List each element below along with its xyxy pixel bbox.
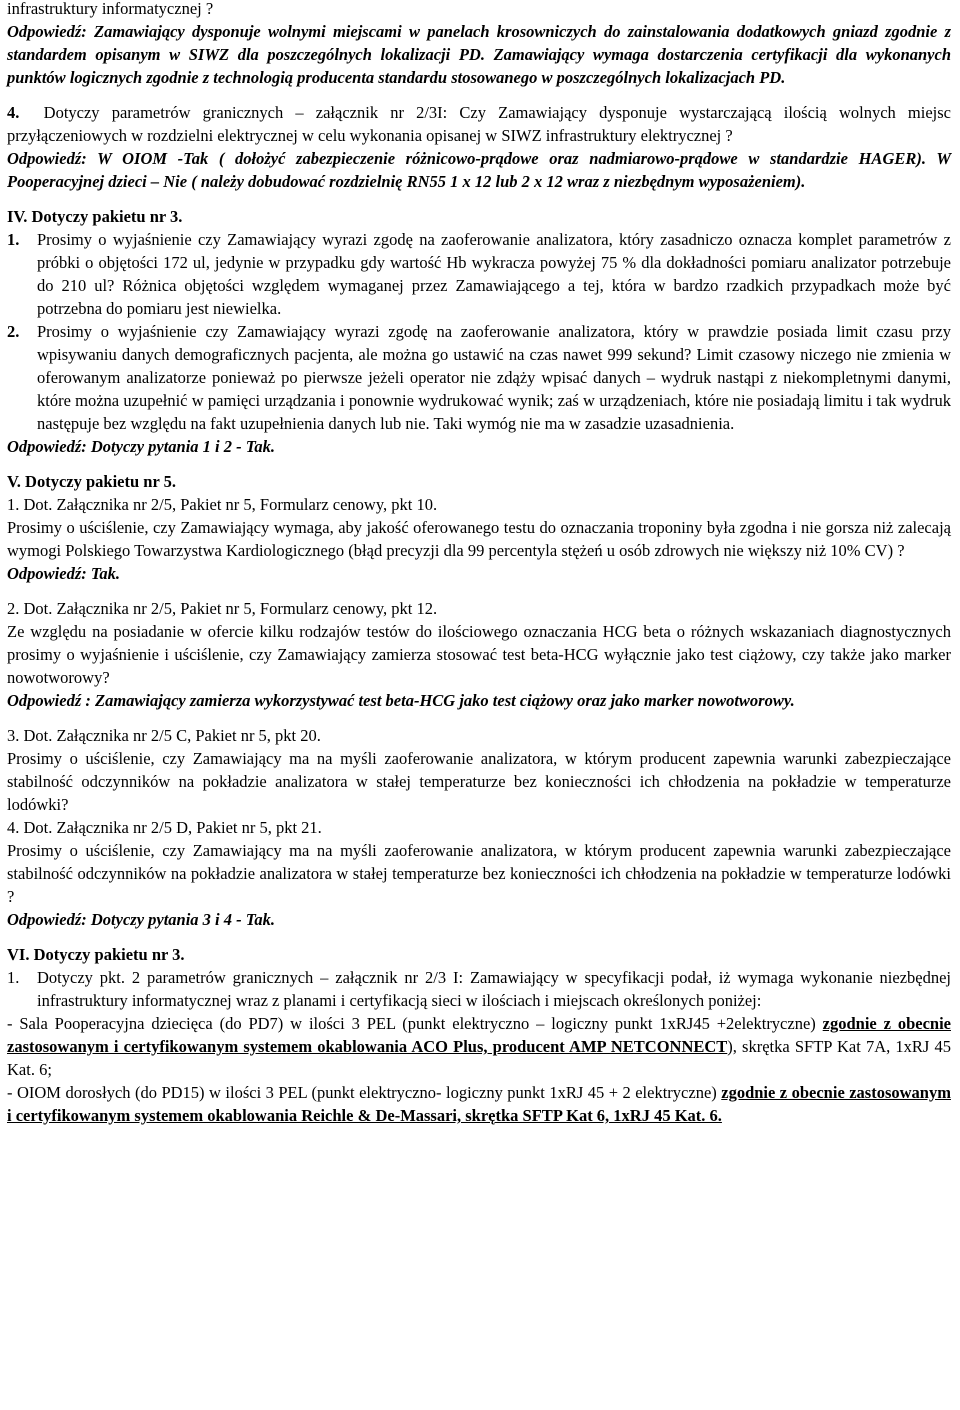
- underlined-text: zgodnie z obecnie zastosowanym i certyfikowanym systemem okablowania ACO Plus, producent AMP NETCONNECT: [7, 1014, 951, 1056]
- list-item: [7, 320, 951, 435]
- question-number: 4.: [7, 103, 20, 122]
- bullet-tail: ), skrętka SFTP Kat 7A, 1xRJ 45 Kat. 6;: [7, 1037, 951, 1079]
- question-heading: 4. Dot. Załącznika nr 2/5 D, Pakiet nr 5, pkt 21.: [7, 818, 322, 837]
- question-text: Dotyczy pkt. 2 parametrów granicznych – załącznik nr 2/3 I: Zamawiający w specyfikacji podał, iż wymaga wykonanie niezbędnej infrastruktury informatycznej wraz z planami i certyfikacją sieci w ilościach i miejscach określonych poniżej:: [37, 968, 951, 1010]
- bullet-item: [7, 1012, 951, 1081]
- section-heading: V. Dotyczy pakietu nr 5.: [7, 472, 176, 491]
- question-heading: 1. Dot. Załącznika nr 2/5, Pakiet nr 5, Formularz cenowy, pkt 10.: [7, 495, 438, 514]
- answer-paragraph: Odpowiedź: Dotyczy pytania 3 i 4 - Tak.: [7, 910, 275, 929]
- question-number: 1.: [7, 968, 20, 987]
- answer-paragraph: Odpowiedź : Zamawiający zamierza wykorzystywać test beta-HCG jako test ciążowy oraz jako marker nowotworowy.: [7, 691, 795, 710]
- question-text: Prosimy o uściślenie, czy Zamawiający ma na myśli zaoferowanie analizatora, w którym producent zapewnia warunki zabezpieczające stabilność odczynników na pokładzie analizatora w stałej temperaturze bez konieczności ich chłodzenia na pokładzie w temperaturze lodówki ?: [7, 841, 951, 906]
- question-heading: 2. Dot. Załącznika nr 2/5, Pakiet nr 5, Formularz cenowy, pkt 12.: [7, 599, 438, 618]
- question-number: 1.: [7, 230, 20, 249]
- question-4: [7, 101, 951, 147]
- question-text: Dotyczy parametrów granicznych – załącznik nr 2/3I: Czy Zamawiający dysponuje wystarczającą ilością wolnych miejsc przyłączeniowych w rozdzielni elektrycznej w celu wykonania opisanej w SIWZ infrastruktury elektrycznej ?: [7, 103, 951, 145]
- answer-paragraph: Odpowiedź: W OIOM -Tak ( dołożyć zabezpieczenie różnicowo-prądowe oraz nadmiarowo-prądowe w standardzie HAGER). W Pooperacyjnej dzieci – Nie ( należy dobudować rozdzielnię RN55 1 x 12 lub 2 x 12 wraz z niezbędnym wyposażeniem).: [7, 149, 951, 191]
- bullet-text: - Sala Pooperacyjna dziecięca (do PD7) w ilości 3 PEL (punkt elektryczno – logiczny punkt 1xRJ45 +2elektryczne): [7, 1014, 816, 1033]
- question-text: Prosimy o uściślenie, czy Zamawiający ma na myśli zaoferowanie analizatora, w którym producent zapewnia warunki zabezpieczające stabilność odczynników na pokładzie analizatora w stałej temperaturze bez konieczności ich chłodzenia na pokładzie w temperaturze lodówki?: [7, 749, 951, 814]
- answer-paragraph: Odpowiedź: Zamawiający dysponuje wolnymi miejscami w panelach krosowniczych do zainstalowania dodatkowych gniazd zgodnie z standardem opisanym w SIWZ dla poszczególnych lokalizacji PD. Zamawiający wymaga dostarczenia certyfikacji dla wykonanych punktów logicznych zgodnie z technologią producenta standardu stosowanego w poszczególnych lokalizacjach PD.: [7, 22, 951, 87]
- section-heading: VI. Dotyczy pakietu nr 3.: [7, 945, 185, 964]
- question-text: Ze względu na posiadanie w ofercie kilku rodzajów testów do ilościowego oznaczania HCG beta o różnych wskazaniach diagnostycznych prosimy o wyjaśnienie i uściślenie, czy Zamawiający zamierza stosować test beta-HCG wyłącznie jako test ciążowy, czy także jako marker nowotworowy?: [7, 622, 951, 687]
- document-page: [7, 0, 951, 1127]
- question-number: 2.: [7, 322, 20, 341]
- list-item: [7, 228, 951, 320]
- question-heading: 3. Dot. Załącznika nr 2/5 C, Pakiet nr 5, pkt 20.: [7, 726, 321, 745]
- answer-paragraph: Odpowiedź: Tak.: [7, 564, 121, 583]
- text-line: infrastruktury informatycznej ?: [7, 0, 214, 18]
- list-item: [7, 966, 951, 1012]
- answer-paragraph: Odpowiedź: Dotyczy pytania 1 i 2 - Tak.: [7, 437, 275, 456]
- question-text: Prosimy o wyjaśnienie czy Zamawiający wyrazi zgodę na zaoferowanie analizatora, który w prawdzie posiada limit czasu przy wpisywaniu danych demograficznych pacjenta, ale można go ustawić na czas nawet 999 sekund? Limit czasowy niczego nie zmienia w oferowanym analizatorze ponieważ po pierwsze jeżeli operator nie zdąży wpisać danych – wydruk nastąpi z niekompletnymi danymi, które można uzupełnić w pamięci urządzania i ponownie wydrukować wynik; zaś w urządzeniach, które nie posiadają limitu i tak wydruk następuje bez względu na fakt uzupełnienia danych lub nie. Taki wymóg nie ma w zasadzie uzasadnienia.: [37, 322, 951, 433]
- question-text: Prosimy o uściślenie, czy Zamawiający wymaga, aby jakość oferowanego testu do oznaczania troponiny była zgodna i nie gorsza niż zalecają wymogi Polskiego Towarzystwa Kardiologicznego (błąd precyzji dla 99 percentyla stężeń u osób zdrowych nie większy niż 10% CV) ?: [7, 518, 951, 560]
- question-text: Prosimy o wyjaśnienie czy Zamawiający wyrazi zgodę na zaoferowanie analizatora, który zasadniczo oznacza komplet parametrów z próbki o objętości 172 ul, jedynie w przypadku gdy wartość Hb wykracza powyżej 75 % dla dokładności pomiaru analizator potrzebuje do 210 ul? Różnica objętości względem wymaganej przez Zamawiającego a tej, która w bardzo rzadkich przypadkach może być potrzebna do pomiaru jest niewielka.: [37, 230, 951, 318]
- underlined-text: zgodnie z obecnie zastosowanym i certyfikowanym systemem okablowania Reichle & De-Massari, skrętka SFTP Kat 6, 1xRJ 45 Kat. 6.: [7, 1083, 951, 1125]
- bullet-item: [7, 1081, 951, 1127]
- section-heading: IV. Dotyczy pakietu nr 3.: [7, 207, 183, 226]
- bullet-text: - OIOM dorosłych (do PD15) w ilości 3 PEL (punkt elektryczno- logiczny punkt 1xRJ 45 + 2 elektryczne): [7, 1083, 717, 1102]
